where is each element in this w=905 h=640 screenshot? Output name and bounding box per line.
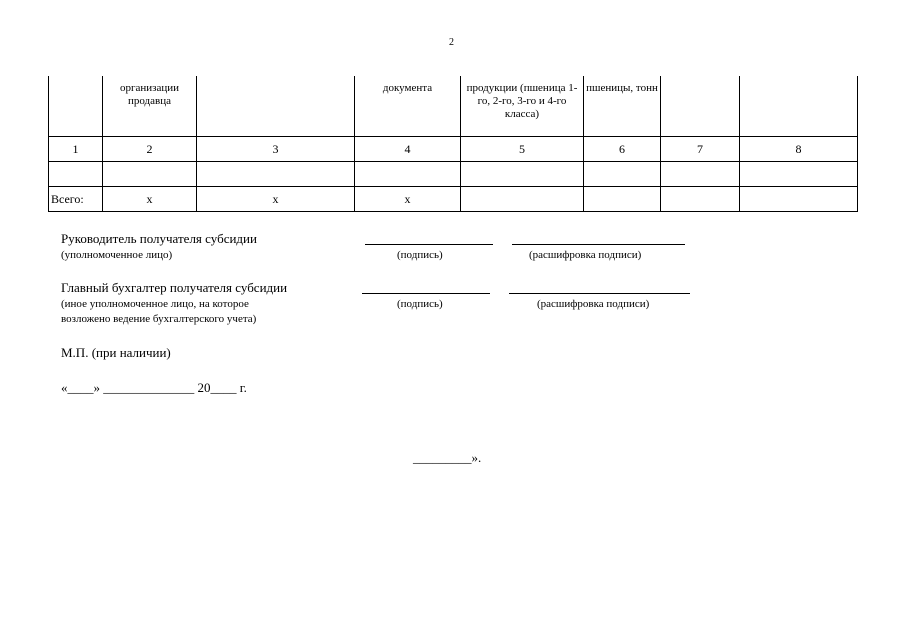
column-number: 4: [355, 137, 461, 162]
table-cell: [661, 187, 740, 212]
table-total-row: [49, 187, 858, 212]
date-line: «____» ______________ 20____ г.: [61, 380, 247, 395]
head-signature-caption: (подпись): [397, 249, 443, 261]
table-row: [49, 162, 858, 187]
table-cell: х: [197, 187, 355, 212]
head-decoding-line: [512, 244, 685, 245]
table-header-cell: продукции (пшеница 1-го, 2-го, 3-го и 4-го класса): [461, 76, 584, 137]
page-number: 2: [449, 37, 454, 48]
table-cell: [661, 162, 740, 187]
column-number: 2: [103, 137, 197, 162]
table-cell: х: [355, 187, 461, 212]
table-header-cell: [740, 76, 858, 137]
accountant-decoding-line: [509, 293, 690, 294]
head-subtitle: (уполномоченное лицо): [61, 249, 173, 261]
subsidy-table: [48, 76, 858, 212]
table-cell: [584, 162, 661, 187]
table-cell: [740, 162, 858, 187]
table-header-cell: [49, 76, 103, 137]
table-number-row: [49, 137, 858, 162]
table-header-row: [49, 76, 858, 137]
table-header-cell: документа: [355, 76, 461, 137]
accountant-decoding-caption: (расшифровка подписи): [537, 298, 650, 310]
column-number: 1: [49, 137, 103, 162]
head-title: Руководитель получателя субсидии: [61, 231, 257, 246]
table-cell: [461, 187, 584, 212]
column-number: 8: [740, 137, 858, 162]
stamp-label: М.П. (при наличии): [61, 345, 171, 360]
accountant-subtitle-2: возложено ведение бухгалтерского учета): [61, 313, 257, 325]
table-cell: [740, 187, 858, 212]
head-signature-line: [365, 244, 493, 245]
column-number: 7: [661, 137, 740, 162]
table-header-cell: пшеницы, тонн: [584, 76, 661, 137]
table-cell: [49, 162, 103, 187]
table-cell: [355, 162, 461, 187]
table-cell: [197, 162, 355, 187]
accountant-signature-line: [362, 293, 490, 294]
column-number: 5: [461, 137, 584, 162]
closing-line: _________».: [413, 450, 482, 465]
table-header-cell: организации продавца: [103, 76, 197, 137]
accountant-signature-caption: (подпись): [397, 298, 443, 310]
table-cell: [584, 187, 661, 212]
accountant-subtitle-1: (иное уполномоченное лицо, на которое: [61, 298, 249, 310]
column-number: 6: [584, 137, 661, 162]
table-header-cell: [197, 76, 355, 137]
column-number: 3: [197, 137, 355, 162]
table-cell: [103, 162, 197, 187]
accountant-title: Главный бухгалтер получателя субсидии: [61, 280, 288, 295]
table-header-cell: [661, 76, 740, 137]
total-label: Всего:: [49, 187, 103, 212]
head-decoding-caption: (расшифровка подписи): [529, 249, 642, 261]
table-cell: х: [103, 187, 197, 212]
table-cell: [461, 162, 584, 187]
